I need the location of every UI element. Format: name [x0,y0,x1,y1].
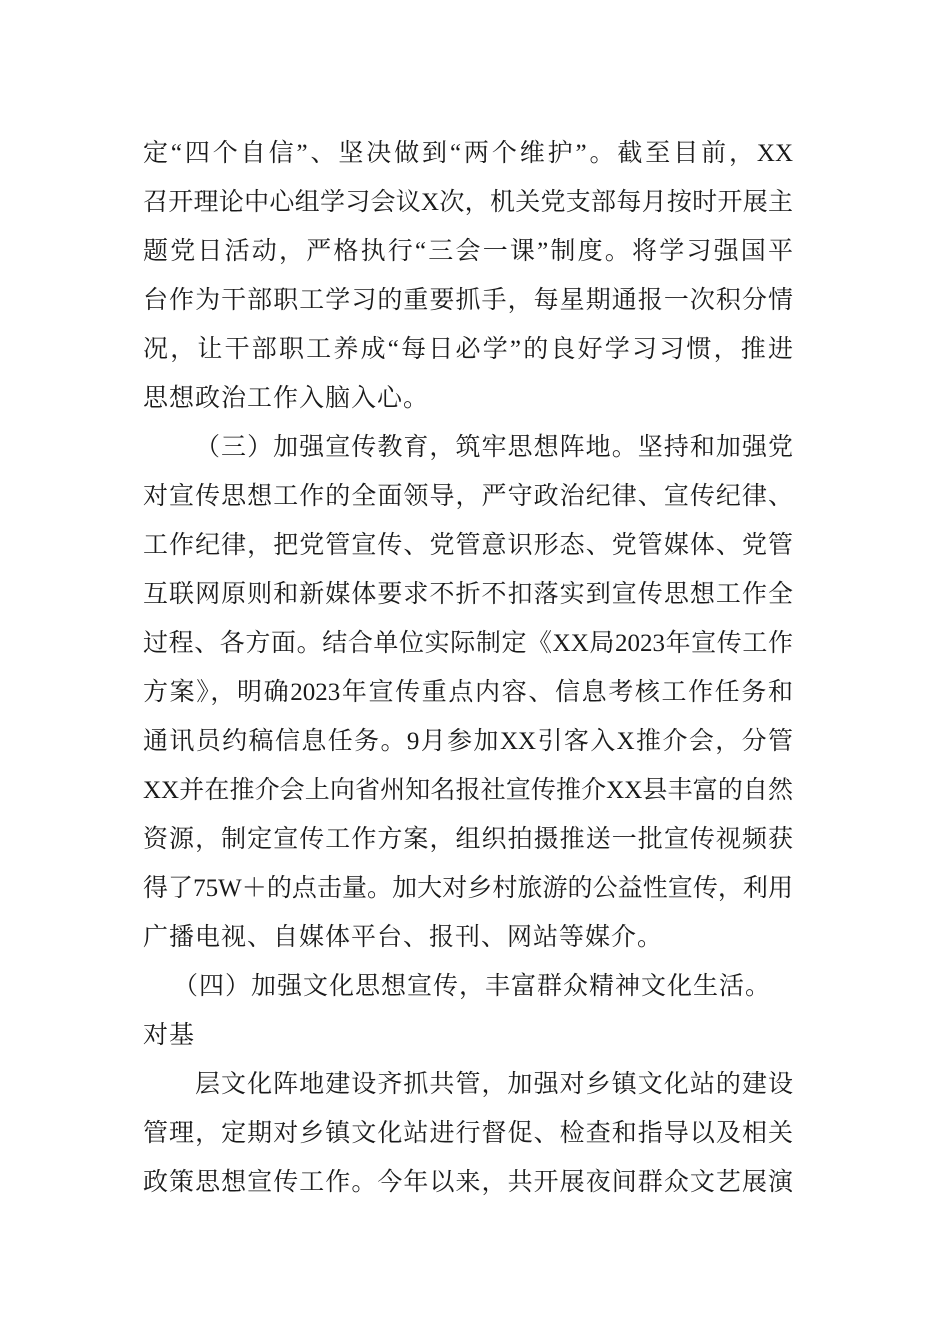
text-line: 广播电视、自媒体平台、报刊、网站等媒介。 [143,924,664,951]
text-line: 对基 [143,1022,196,1049]
text-line: 层文化阵地建设齐抓共管，加强对乡镇文化站的建设 [195,1071,793,1098]
text-line: 得了75W＋的点击量。加大对乡村旅游的公益性宣传，利用 [143,875,793,902]
text-line: （四）加强文化思想宣传，丰富群众精神文化生活。 [173,973,772,1000]
text-line: 工作纪律，把党管宣传、党管意识形态、党管媒体、党管 [143,532,793,559]
text-line: 过程、各方面。结合单位实际制定《XX局2023年宣传工作 [143,630,793,657]
text-line: 资源，制定宣传工作方案，组织拍摄推送一批宣传视频获 [143,826,793,853]
text-line: 政策思想宣传工作。今年以来，共开展夜间群众文艺展演 [143,1169,793,1196]
text-line: （三）加强宣传教育，筑牢思想阵地。坚持和加强党 [195,434,793,461]
text-line: 召开理论中心组学习会议X次，机关党支部每月按时开展主 [143,189,793,216]
text-line: 思想政治工作入脑入心。 [143,385,430,412]
text-line: 况，让干部职工养成“每日必学”的良好学习习惯，推进 [143,336,793,363]
text-line: 通讯员约稿信息任务。9月参加XX引客入X推介会，分管 [143,728,793,755]
text-line: XX并在推介会上向省州知名报社宣传推介XX县丰富的自然 [143,777,793,804]
text-line: 互联网原则和新媒体要求不折不扣落实到宣传思想工作全 [143,581,793,608]
text-line: 方案》，明确2023年宣传重点内容、信息考核工作任务和 [143,679,793,706]
text-line: 台作为干部职工学习的重要抓手，每星期通报一次积分情 [143,287,793,314]
document-text [143,129,793,1207]
text-line: 对宣传思想工作的全面领导，严守政治纪律、宣传纪律、 [143,483,793,510]
text-line: 管理，定期对乡镇文化站进行督促、检查和指导以及相关 [143,1120,793,1147]
text-line: 题党日活动，严格执行“三会一课”制度。将学习强国平 [143,238,793,265]
text-line: 定“四个自信”、坚决做到“两个维护”。截至目前，XX [143,140,793,167]
